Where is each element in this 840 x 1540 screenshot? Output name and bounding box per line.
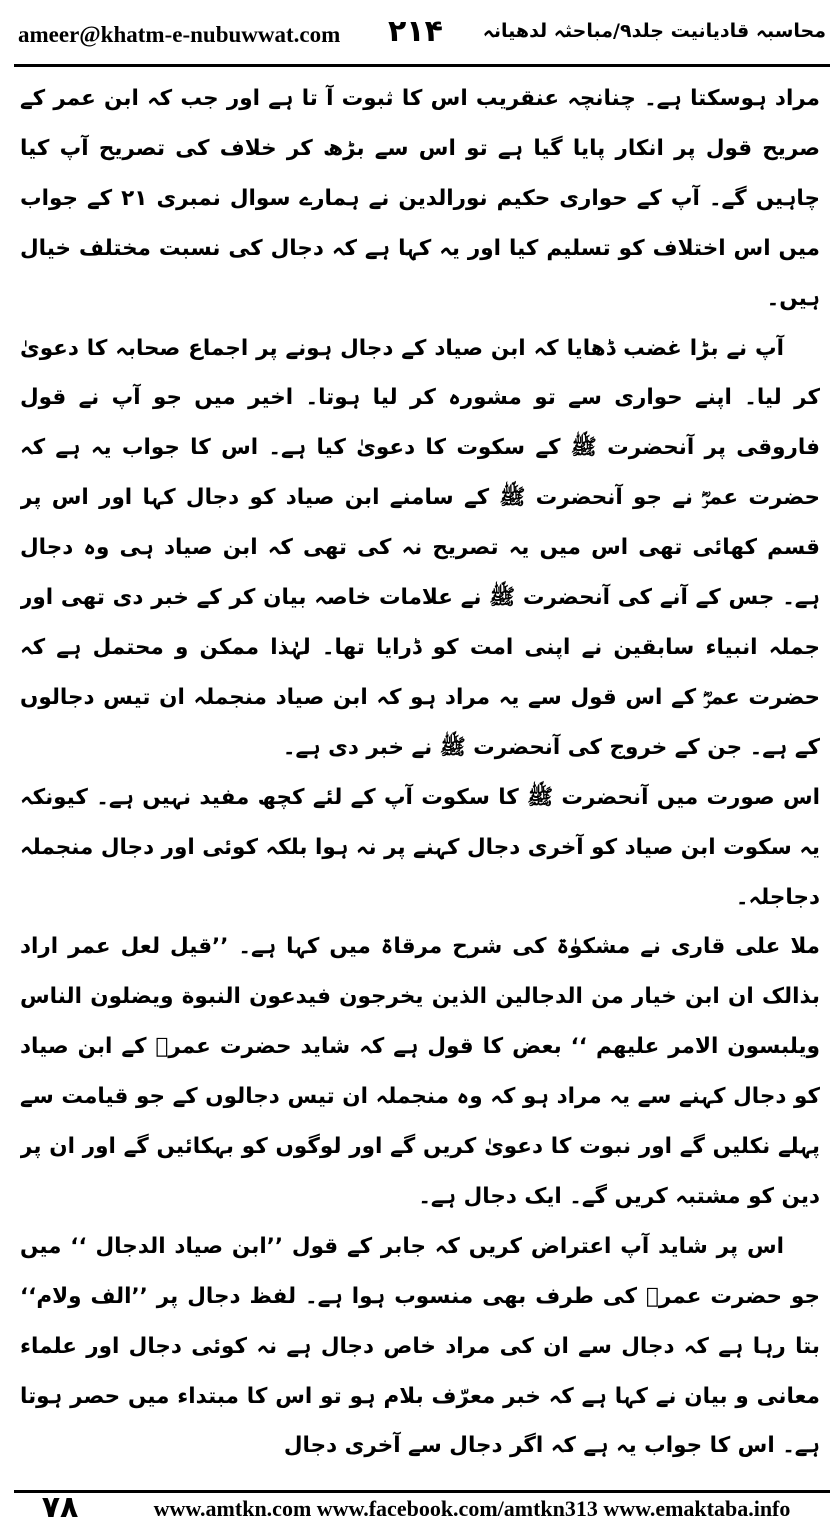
- footer-divider: [14, 1490, 830, 1493]
- page-number: ۲۱۴: [388, 14, 443, 49]
- body-paragraph: مراد ہوسکتا ہے۔ چنانچہ عنقریب اس کا ثبوت آ تا ہے اور جب کہ ابن عمر کے صریح قول پر انکار پایا گیا ہے تو اس سے بڑھ کر خلاف کی تصریح آپ کیا چاہیں گے۔ آپ کے حواری حکیم نورالدین نے ہمارے سوال نمبری ۲۱ کے جواب میں اس اختلاف کو تسلیم کیا اور یہ کہا ہے کہ دجال کی نسبت مختلف خیال ہیں۔: [20, 86, 820, 311]
- footer-links: www.amtkn.com www.facebook.com/amtkn313 www.emaktaba.info: [153, 1496, 791, 1521]
- page-header: [0, 0, 840, 72]
- page-footer: [0, 1482, 840, 1540]
- header-email: ameer@khatm-e-nubuwwat.com: [18, 22, 341, 47]
- body-paragraph: اس صورت میں آنحضرت ﷺ کا سکوت آپ کے لئے کچھ مفید نہیں ہے۔ کیونکہ یہ سکوت ابن صیاد کو آخری دجال کہنے پر نہ ہوا بلکہ کوئی اور دجال منجملہ دجاجلہ۔: [20, 784, 820, 910]
- page-body: [20, 74, 820, 1472]
- header-divider: [14, 64, 830, 67]
- folio-number: ۷۸: [41, 1490, 79, 1525]
- body-paragraph: آپ نے بڑا غضب ڈھایا کہ ابن صیاد کے دجال ہونے پر اجماع صحابہ کا دعویٰ کر لیا۔ اپنے حواری سے تو مشورہ کر لیا ہوتا۔ اخیر میں جو آپ نے قول فاروقی پر آنحضرت ﷺ کے سکوت کا دعویٰ کیا ہے۔ اس کا جواب یہ ہے کہ حضرت عمرؓ نے جو آنحضرت ﷺ کے سامنے ابن صیاد کو دجال کہا اور اس پر قسم کھائی تھی اس میں یہ تصریح نہ کی تھی کہ ابن صیاد ہی وہ دجال ہے۔ جس کے آنے کی آنحضرت ﷺ نے علامات خاصہ بیان کر کے خبر دی تھی اور جملہ انبیاء سابقین نے اپنی امت کو ڈرایا تھا۔ لہٰذا ممکن و محتمل ہے کہ حضرت عمرؓ کے اس قول سے یہ مراد ہو کہ ابن صیاد منجملہ ان تیس دجالوں کے ہے۔ جن کے خروج کی آنحضرت ﷺ نے خبر دی ہے۔: [20, 335, 820, 760]
- body-paragraph: اس پر شاید آپ اعتراض کریں کہ جابر کے قول ’’ابن صیاد الدجال ‘‘ میں جو حضرت عمرؓ کی طرف بھی منسوب ہوا ہے۔ لفظ دجال پر ’’الف ولام‘‘ بتا رہا ہے کہ دجال سے ان کی مراد خاص دجال ہے نہ کوئی دجال اور علماء معانی و بیان نے کہا ہے کہ خبر معرّف بلام ہو تو اس کا مبتداء میں حصر ہوتا ہے۔ اس کا جواب یہ ہے کہ اگر دجال سے آخری دجال: [20, 1233, 820, 1459]
- body-paragraph: ملا علی قاری نے مشکوٰۃ کی شرح مرقاۃ میں کہا ہے۔ ’’قیل لعل عمر اراد بذالک ان ابن خیار من الدجالین الذین یخرجون فیدعون النبوة ویضلون الناس ویلبسون الامر علیهم ‘‘ بعض کا قول ہے کہ شاید حضرت عمرؓ کے ابن صیاد کو دجال کہنے سے یہ مراد ہو کہ وہ منجملہ ان تیس دجالوں کے جو قیامت سے پہلے نکلیں گے اور نبوت کا دعویٰ کریں گے اور لوگوں کو بہکائیں گے اور ان پر دین کو مشتبہ کریں گے۔ ایک دجال ہے۔: [20, 934, 820, 1209]
- book-title: محاسبہ قادیانیت جلد۹/مباحثہ لدھیانہ: [482, 20, 826, 42]
